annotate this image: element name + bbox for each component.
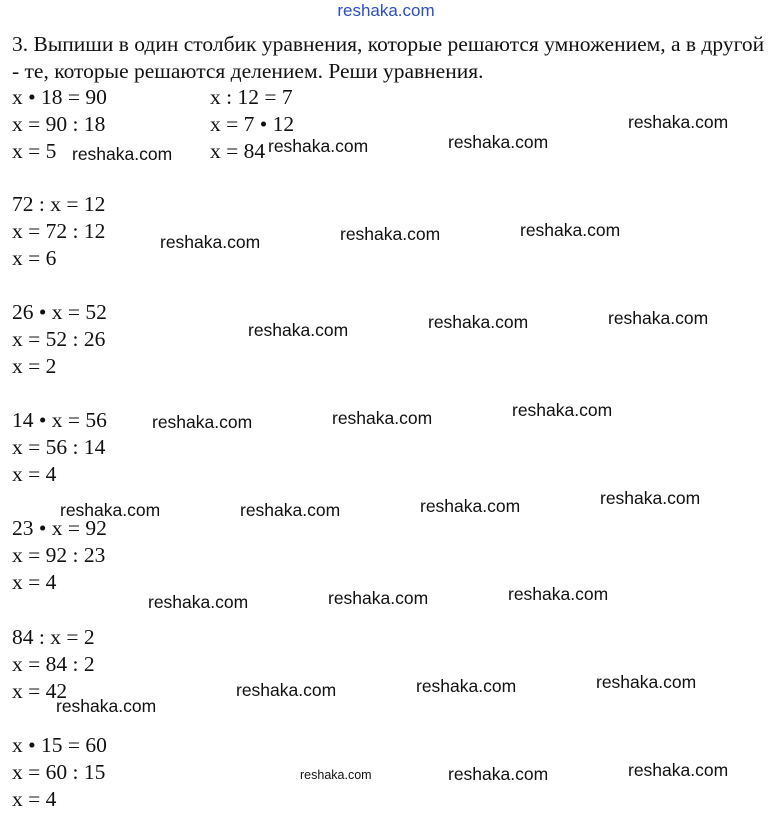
watermark: reshaka.com [328,588,429,608]
watermark: reshaka.com [300,768,372,782]
watermark: reshaka.com [600,488,701,508]
watermark: reshaka.com [628,112,729,132]
watermark: reshaka.com [72,144,173,164]
watermark: reshaka.com [152,412,253,432]
watermark: reshaka.com [148,592,249,612]
equation-line: x = 6 [12,246,57,270]
equation-line: 26 • x = 52 [12,300,107,324]
watermark: reshaka.com [520,220,621,240]
equation-line: 23 • x = 92 [12,516,107,540]
watermark: reshaka.com [268,136,369,156]
watermark: reshaka.com [420,496,521,516]
equation-line: 72 : x = 12 [12,192,106,216]
task-statement: 3. Выпиши в один столбик уравнения, которые решаются умножением, а в другой - те, которые решаются делением. Реши уравнения. [12,32,765,83]
equation-line: x = 4 [12,462,57,486]
watermark: reshaka.com [248,320,349,340]
watermark: reshaka.com [628,760,729,780]
watermark: reshaka.com [608,308,709,328]
watermark: reshaka.com [340,224,441,244]
equation-line: x • 15 = 60 [12,733,107,757]
site-header[interactable]: reshaka.com [337,1,435,20]
equation-line: x = 2 [12,354,57,378]
watermark: reshaka.com [240,500,341,520]
equation-line: x = 84 [210,139,266,163]
watermark: reshaka.com [60,500,161,520]
equation-line: 14 • x = 56 [12,408,107,432]
equation-line: x = 90 : 18 [12,112,106,136]
equation-line: x = 56 : 14 [12,435,106,459]
watermark: reshaka.com [508,584,609,604]
watermark: reshaka.com [448,764,549,784]
watermark: reshaka.com [236,680,337,700]
equation-line: 84 : x = 2 [12,625,95,649]
equation-line: x = 52 : 26 [12,327,106,351]
equation-line: x = 4 [12,570,57,594]
equation-line: x = 4 [12,787,57,811]
watermark: reshaka.com [512,400,613,420]
equation-line: x • 18 = 90 [12,85,107,109]
watermark: reshaka.com [56,696,157,716]
watermark: reshaka.com [596,672,697,692]
equation-line: x : 12 = 7 [210,85,293,109]
watermark: reshaka.com [428,312,529,332]
equation-line: x = 72 : 12 [12,219,106,243]
watermark: reshaka.com [416,676,517,696]
equation-line: x = 92 : 23 [12,543,106,567]
equation-line: x = 42 [12,679,68,703]
watermark: reshaka.com [332,408,433,428]
watermark: reshaka.com [160,232,261,252]
equation-line: x = 7 • 12 [210,112,295,136]
watermark: reshaka.com [448,132,549,152]
equation-line: x = 84 : 2 [12,652,95,676]
equation-line: x = 5 [12,139,57,163]
equation-line: x = 60 : 15 [12,760,106,784]
